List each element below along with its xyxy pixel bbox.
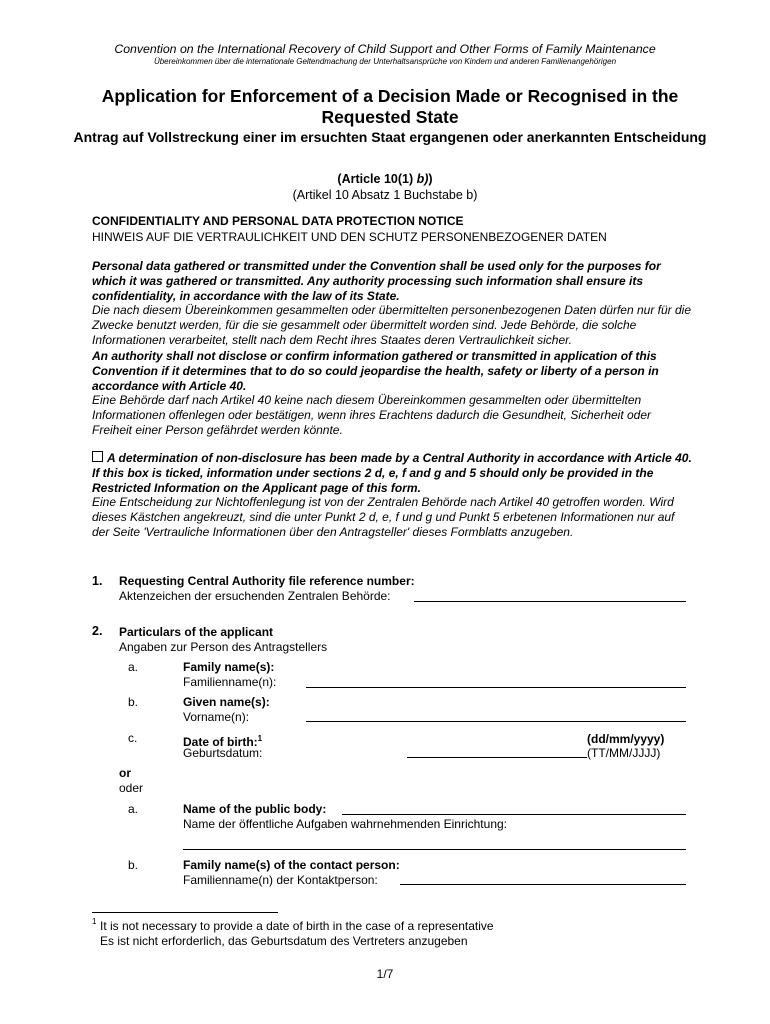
page-number: 1/7 (376, 967, 394, 981)
notice-heading-en: CONFIDENTIALITY AND PERSONAL DATA PROTECTION NOTICE (92, 214, 464, 228)
non-disclosure-checkbox[interactable] (92, 451, 103, 462)
section-2-number: 2. (92, 624, 103, 638)
notice-p1-en: Personal data gathered or transmitted under the Convention shall be used only for the purposes for which it was gathered or transmitted. Any authority processing such information shall ensure its confidentiality, in accordance with the law of its State. (92, 259, 661, 303)
given-name-label-en: Given name(s): (183, 695, 270, 709)
footnote-separator (92, 912, 278, 913)
section-1-number: 1. (92, 574, 103, 588)
notice-p2-en: An authority shall not disclose or confirm information gathered or transmitted in application of this Convention if it determines that to do so could jeopardise the health, safety or liberty of a person in accordance with Article 40. (92, 349, 659, 393)
public-body-name-label-en: Name of the public body: (183, 802, 327, 816)
public-body-name-field[interactable] (342, 814, 686, 815)
date-format-de: (TT/MM/JJJJ) (587, 746, 661, 760)
public-body-name-label-de: Name der öffentliche Aufgaben wahrnehmenden Einrichtung: (183, 817, 507, 831)
contact-family-name-label-en: Family name(s) of the contact person: (183, 858, 400, 872)
date-of-birth-label-en: Date of birth:$^1$ (183, 734, 263, 749)
public-body-item-a-letter: a. (128, 802, 139, 816)
notice-paragraph-2 (92, 349, 692, 438)
form-title-en: Application for Enforcement of a Decision Made or Recognised in the Requested State (101, 86, 679, 127)
public-body-name-field-2[interactable] (183, 849, 686, 850)
footnote-text-en: It is not necessary to provide a date of birth in the case of a representative (100, 919, 494, 933)
section-1-label-en: Requesting Central Authority file reference number: (119, 574, 415, 588)
public-body-item-b-letter: b. (128, 858, 139, 872)
notice-p1-de: Die nach diesem Übereinkommen gesammelten oder übermittelten personenbezogenen Daten dürfen nur für die Zwecke benutzt werden, für die sie gesammelt oder übermittelt worden sind. Jede Behörde, die solche Informationen verarbeitet, stellt nach dem Recht ihres Staates deren Vertraulichkeit sicher. (92, 303, 692, 347)
date-of-birth-field[interactable] (407, 757, 587, 758)
notice-p3-en: A determination of non-disclosure has been made by a Central Authority in accordance with Article 40. If this box is ticked, information under sections 2 d, e, f and g and 5 should only be provided in the Restricted Information on the Applicant page of this form. (92, 451, 692, 495)
notice-p3-de: Eine Entscheidung zur Nichtoffenlegung ist von der Zentralen Behörde nach Artikel 40 getroffen worden. Wird dieses Kästchen angekreuzt, sind die unter Punkt 2 d, e, f und g und Punkt 5 erbetenen Informationen nur auf der Seite 'Vertrauliche Informationen über den Antragsteller' dieses Formblatts anzugeben. (92, 495, 675, 539)
section-2-title-de: Angaben zur Person des Antragstellers (119, 640, 328, 654)
contact-family-name-label-de: Familienname(n) der Kontaktperson: (183, 873, 378, 887)
or-label-en: or (119, 766, 131, 780)
date-of-birth-label-de: Geburtsdatum: (183, 746, 263, 760)
notice-p2-de: Eine Behörde darf nach Artikel 40 keine nach diesem Übereinkommen gesammelten oder übermittelten Informationen offenlegen oder bestätigen, wenn ihres Erachtens dadurch die Gesundheit, Sicherheit oder Freiheit einer Person gefährdet werden könnte. (92, 393, 652, 437)
given-name-field[interactable] (306, 721, 686, 722)
notice-paragraph-3 (92, 451, 692, 540)
footnote-marker: 1 (257, 734, 263, 743)
article-reference-en: (Article 10(1) b)) (337, 172, 433, 186)
family-name-field[interactable] (306, 687, 686, 688)
item-c-letter: c. (128, 731, 138, 745)
notice-paragraph-1 (92, 259, 692, 348)
file-reference-field[interactable] (414, 601, 686, 602)
contact-family-name-field[interactable] (400, 884, 686, 885)
convention-title-en: Convention on the International Recovery of Child Support and Other Forms of Family Maintenance (114, 42, 656, 56)
article-reference-de: (Artikel 10 Absatz 1 Buchstabe b) (292, 188, 478, 202)
date-format-en: (dd/mm/yyyy) (587, 732, 665, 746)
form-title-de: Antrag auf Vollstreckung einer im ersuchten Staat ergangenen oder anerkannten Entscheidung (73, 129, 707, 145)
section-2-title-en: Particulars of the applicant (119, 625, 274, 639)
given-name-label-de: Vorname(n): (183, 710, 250, 724)
item-b-letter: b. (128, 695, 139, 709)
item-a-letter: a. (128, 660, 139, 674)
family-name-label-en: Family name(s): (183, 660, 275, 674)
family-name-label-de: Familienname(n): (183, 675, 277, 689)
section-1-label-de: Aktenzeichen der ersuchenden Zentralen Behörde: (119, 589, 391, 603)
notice-heading-de: HINWEIS AUF DIE VERTRAULICHKEIT UND DEN SCHUTZ PERSONENBEZOGENER DATEN (92, 230, 607, 244)
convention-title-de: Übereinkommen über die internationale Geltendmachung der Unterhaltsansprüche von Kindern und anderen Familienangehörigen (153, 57, 617, 66)
footnote-number: 1 (92, 917, 97, 926)
footnote-text-de: Es ist nicht erforderlich, das Geburtsdatum des Vertreters anzugeben (100, 934, 468, 948)
or-label-de: oder (119, 781, 144, 795)
